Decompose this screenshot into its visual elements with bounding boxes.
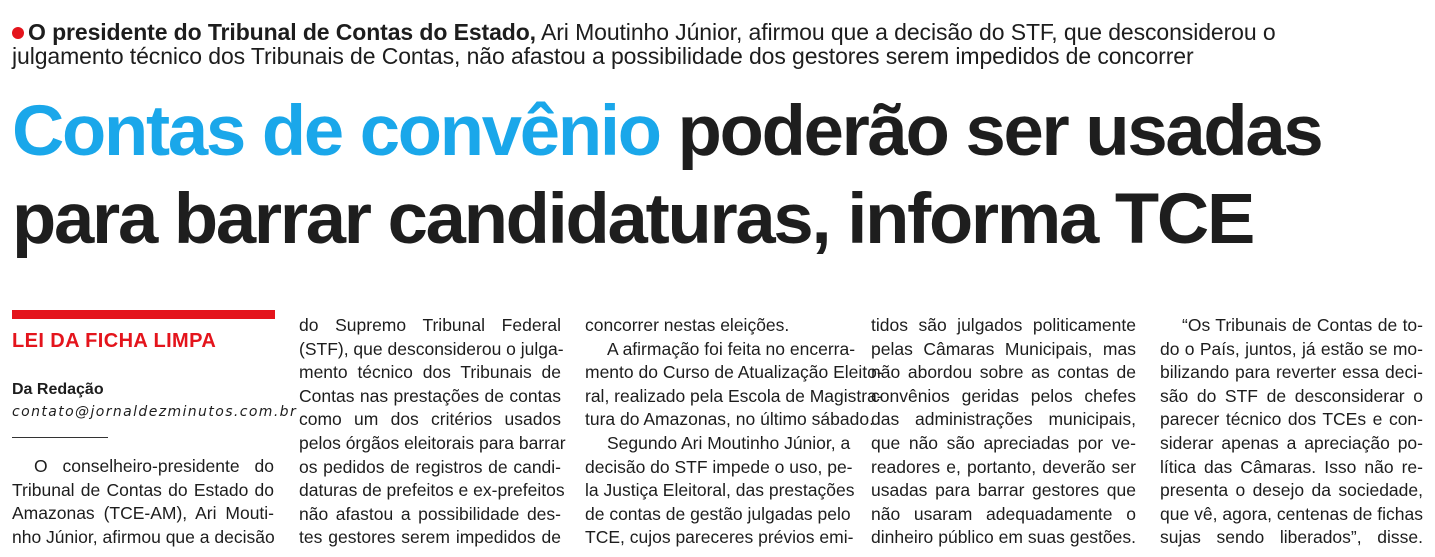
headline bbox=[12, 88, 1435, 264]
body-line: do o País, juntos, já estão se mo- bbox=[1160, 338, 1423, 359]
body-line: parecer técnico dos TCEs e con- bbox=[1160, 409, 1423, 430]
body-column-3 bbox=[585, 314, 883, 550]
body-line: (STF), que desconsiderou o julga- bbox=[299, 338, 564, 359]
headline-line2: para barrar candidaturas, informa TCE bbox=[12, 180, 1254, 259]
body-line: não abordou sobre as contas de bbox=[871, 362, 1136, 383]
body-line: não usaram adequadamente o bbox=[871, 503, 1136, 524]
kicker-bold: O presidente do Tribunal de Contas do Estado, bbox=[28, 19, 536, 45]
body-line: os pedidos de registros de candi- bbox=[299, 456, 561, 477]
body-line: pelos órgãos eleitorais para barrar bbox=[299, 432, 566, 453]
body-line: dinheiro público em suas gestões. bbox=[871, 527, 1136, 548]
body-line: das administrações municipais, bbox=[871, 409, 1136, 430]
body-line: Amazonas (TCE-AM), Ari Mouti- bbox=[12, 503, 274, 524]
body-line: são do STF de desconsiderar o bbox=[1160, 385, 1423, 406]
bullet-dot-icon bbox=[12, 27, 24, 39]
body-line: do Supremo Tribunal Federal bbox=[299, 315, 561, 335]
body-column-2 bbox=[299, 314, 566, 550]
body-line: Segundo Ari Moutinho Júnior, a bbox=[607, 432, 851, 453]
section-label: LEI DA FICHA LIMPA bbox=[12, 330, 217, 352]
body-line: de contas de gestão julgadas pelo bbox=[585, 503, 851, 524]
body-column-5 bbox=[1160, 314, 1423, 550]
kicker-line2: julgamento técnico dos Tribunais de Contas, não afastou a possibilidade dos gestores serem impedidos de concorrer bbox=[12, 43, 1194, 69]
body-line: sujas sendo liberados”, disse. bbox=[1160, 527, 1423, 548]
body-line: mento técnico dos Tribunais de bbox=[299, 362, 561, 383]
body-line: A afirmação foi feita no encerra- bbox=[607, 338, 856, 359]
body-line: ral, realizado pela Escola de Magistra- bbox=[585, 385, 883, 406]
body-line: presenta o desejo da sociedade, bbox=[1160, 480, 1423, 501]
headline-line1: poderão ser usadas bbox=[659, 92, 1322, 171]
body-line: readores e, portanto, deverão ser bbox=[871, 456, 1136, 477]
byline-author: Da Redação bbox=[12, 381, 104, 398]
body-line: tidos são julgados politicamente bbox=[871, 315, 1136, 335]
headline-accent: Contas de convênio bbox=[12, 92, 660, 171]
section-bar bbox=[12, 310, 275, 319]
body-line: nho Júnior, afirmou que a decisão bbox=[12, 526, 275, 547]
body-line: tura do Amazonas, no último sábado. bbox=[585, 409, 874, 430]
body-column-4 bbox=[871, 314, 1136, 550]
body-line: não afastou a possibilidade des- bbox=[299, 503, 561, 524]
body-line: Contas nas prestações de contas bbox=[299, 385, 561, 406]
byline-email: contato@jornaldezminutos.com.br bbox=[12, 404, 298, 420]
body-column-1 bbox=[12, 455, 274, 549]
body-line: que vê, agora, centenas de fichas bbox=[1160, 503, 1423, 524]
body-line: mento do Curso de Atualização Eleito- bbox=[585, 362, 883, 383]
body-line: bilizando para reverter essa deci- bbox=[1160, 362, 1423, 383]
body-line: Tribunal de Contas do Estado do bbox=[12, 479, 274, 500]
body-line: concorrer nestas eleições. bbox=[585, 315, 790, 335]
body-line: tes gestores serem impedidos de bbox=[299, 527, 561, 548]
kicker-line1: Ari Moutinho Júnior, afirmou que a decisão do STF, que desconsiderou o bbox=[535, 19, 1276, 45]
body-line: convênios geridas pelos chefes bbox=[871, 385, 1136, 406]
body-line: “Os Tribunais de Contas de to- bbox=[1182, 315, 1423, 335]
body-line: que não são apreciadas por ve- bbox=[871, 432, 1136, 453]
body-line: TCE, cujos pareceres prévios emi- bbox=[585, 527, 854, 548]
body-line: la Justiça Eleitoral, das prestações bbox=[585, 480, 855, 501]
body-line: usadas para barrar gestores que bbox=[871, 480, 1136, 501]
body-line: daturas de prefeitos e ex-prefeitos bbox=[299, 480, 565, 501]
body-line: decisão do STF impede o uso, pe- bbox=[585, 456, 853, 477]
byline-divider bbox=[12, 437, 108, 438]
body-line: O conselheiro-presidente do bbox=[34, 456, 274, 476]
body-line: pelas Câmaras Municipais, mas bbox=[871, 338, 1136, 359]
kicker bbox=[12, 20, 1422, 68]
body-line: siderar apenas a apreciação po- bbox=[1160, 432, 1423, 453]
body-line: como um dos critérios usados bbox=[299, 409, 561, 430]
body-line: lítica das Câmaras. Isso não re- bbox=[1160, 456, 1423, 477]
